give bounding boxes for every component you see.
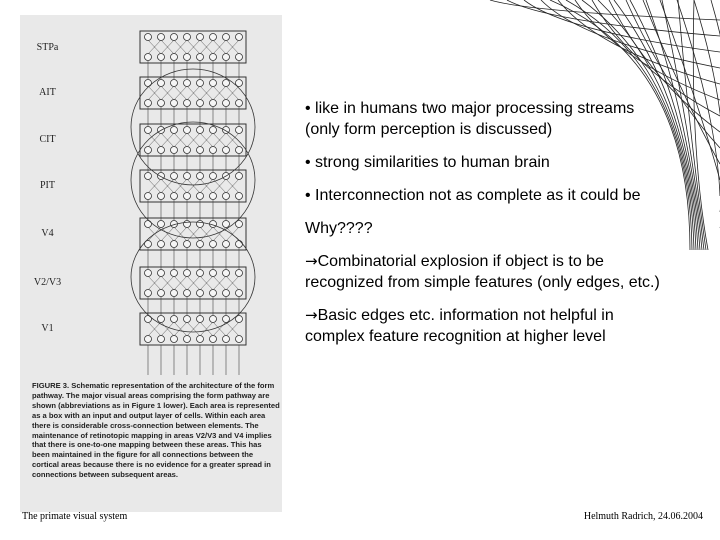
cell-node (145, 290, 152, 297)
area-box (140, 170, 246, 202)
area-box (140, 218, 246, 250)
cell-node (223, 193, 230, 200)
cell-node (158, 34, 165, 41)
cell-node (223, 290, 230, 297)
cell-node (171, 147, 178, 154)
cell-node (184, 54, 191, 61)
area-label-cit: CIT (39, 134, 56, 145)
cell-node (236, 173, 243, 180)
cell-node (158, 54, 165, 61)
cell-node (171, 100, 178, 107)
cell-node (171, 270, 178, 277)
cell-node (236, 270, 243, 277)
cell-node (145, 270, 152, 277)
cell-node (223, 54, 230, 61)
cell-node (223, 241, 230, 248)
bullet-list (305, 98, 665, 347)
cell-node (210, 241, 217, 248)
cell-node (171, 80, 178, 87)
bullet-similarities: • strong similarities to human brain (305, 154, 550, 171)
cell-node (171, 34, 178, 41)
cell-node (223, 221, 230, 228)
cell-node (145, 221, 152, 228)
cell-node (223, 270, 230, 277)
cell-node (145, 336, 152, 343)
cell-node (236, 34, 243, 41)
cell-node (197, 193, 204, 200)
cell-node (145, 54, 152, 61)
caption-title: FIGURE 3. (32, 381, 70, 390)
area-box (140, 124, 246, 156)
cell-node (184, 34, 191, 41)
cell-node (197, 290, 204, 297)
cell-node (158, 193, 165, 200)
cell-node (145, 100, 152, 107)
cell-node (184, 316, 191, 323)
cell-node (184, 127, 191, 134)
cell-node (184, 336, 191, 343)
cell-node (171, 336, 178, 343)
cell-node (171, 193, 178, 200)
cell-node (158, 290, 165, 297)
cell-node (184, 221, 191, 228)
cell-node (171, 173, 178, 180)
cell-node (145, 173, 152, 180)
cell-node (223, 336, 230, 343)
cell-node (184, 193, 191, 200)
cell-node (171, 290, 178, 297)
cell-node (197, 100, 204, 107)
cell-node (223, 34, 230, 41)
cell-node (158, 221, 165, 228)
cell-node (145, 193, 152, 200)
cell-node (184, 270, 191, 277)
cell-node (236, 290, 243, 297)
cell-node (197, 241, 204, 248)
cell-node (210, 193, 217, 200)
cell-node (223, 80, 230, 87)
footer-author-date: Helmuth Radrich, 24.06.2004 (583, 511, 703, 522)
cell-node (236, 147, 243, 154)
area-label-v2v3: V2/V3 (33, 277, 62, 288)
cell-node (184, 80, 191, 87)
area-box (140, 267, 246, 299)
cell-node (197, 316, 204, 323)
cell-node (184, 100, 191, 107)
cell-node (197, 270, 204, 277)
cell-node (171, 54, 178, 61)
cell-node (210, 127, 217, 134)
cell-node (171, 127, 178, 134)
area-box (140, 31, 246, 63)
cell-node (145, 127, 152, 134)
cell-node (223, 316, 230, 323)
cell-node (236, 241, 243, 248)
cell-node (223, 100, 230, 107)
cell-node (171, 316, 178, 323)
area-label-v4: V4 (41, 228, 54, 239)
cell-node (197, 80, 204, 87)
cell-node (158, 147, 165, 154)
cell-node (236, 54, 243, 61)
figure-caption (32, 381, 280, 480)
cell-node (236, 127, 243, 134)
cell-node (236, 100, 243, 107)
arrow-icon: → (305, 252, 318, 270)
cell-node (197, 147, 204, 154)
cell-node (184, 241, 191, 248)
cell-node (210, 173, 217, 180)
cell-node (197, 221, 204, 228)
cell-node (197, 54, 204, 61)
cell-node (197, 336, 204, 343)
cell-node (145, 147, 152, 154)
cell-node (210, 336, 217, 343)
answer-combinatorial: →Combinatorial explosion if object is to be recognized from simple features (only edges, etc.) (305, 252, 660, 291)
cell-node (197, 173, 204, 180)
form-pathway-figure (20, 15, 282, 512)
cell-node (158, 241, 165, 248)
cell-node (197, 127, 204, 134)
area-label-v1: V1 (41, 323, 54, 334)
bullet-two-streams: • like in humans two major processing streams (only form perception is discussed) (305, 100, 635, 138)
cell-node (223, 147, 230, 154)
bullet-interconnection: • Interconnection not as complete as it could be (305, 187, 641, 204)
cell-node (158, 316, 165, 323)
cell-node (184, 173, 191, 180)
cell-node (210, 270, 217, 277)
area-box (140, 313, 246, 345)
cell-node (145, 80, 152, 87)
area-label-stpa: STPa (36, 42, 59, 53)
cell-node (158, 80, 165, 87)
cell-node (210, 54, 217, 61)
cell-node (210, 34, 217, 41)
answer-basic-edges: →Basic edges etc. information not helpful in complex feature recognition at higher level (305, 306, 614, 345)
cell-node (236, 193, 243, 200)
footer-title: The primate visual system (22, 511, 128, 522)
area-label-ait: AIT (39, 87, 56, 98)
cell-node (184, 147, 191, 154)
cell-node (210, 147, 217, 154)
area-box (140, 77, 246, 109)
area-label-pit: PIT (40, 180, 55, 191)
cell-node (158, 270, 165, 277)
cell-node (210, 80, 217, 87)
arc-line (507, 0, 720, 36)
cell-node (210, 316, 217, 323)
arc-line (490, 0, 720, 20)
cell-node (236, 336, 243, 343)
why-question: Why???? (305, 220, 373, 237)
cell-node (171, 241, 178, 248)
cell-node (197, 34, 204, 41)
cell-node (145, 34, 152, 41)
cell-node (184, 290, 191, 297)
cell-node (210, 100, 217, 107)
cell-node (210, 290, 217, 297)
arrow-icon: → (305, 306, 318, 324)
caption-body: Schematic representation of the architecture of the form pathway. The major visual areas comprising the form pathway are shown (abbreviations as in Figure 1 lower). Each area is represented as a box with an input and output layer of cells. Within each area there is considerable cross-connection between elements. The maintenance of retinotopic mapping in areas V2/V3 and V4 implies that there is one-to-one mapping between these areas. This has been maintained in the figure for all connections between the cortical areas because there is no evidence for a greater spread in connections between subsequent areas. (32, 381, 280, 480)
cell-node (158, 100, 165, 107)
cell-node (158, 336, 165, 343)
